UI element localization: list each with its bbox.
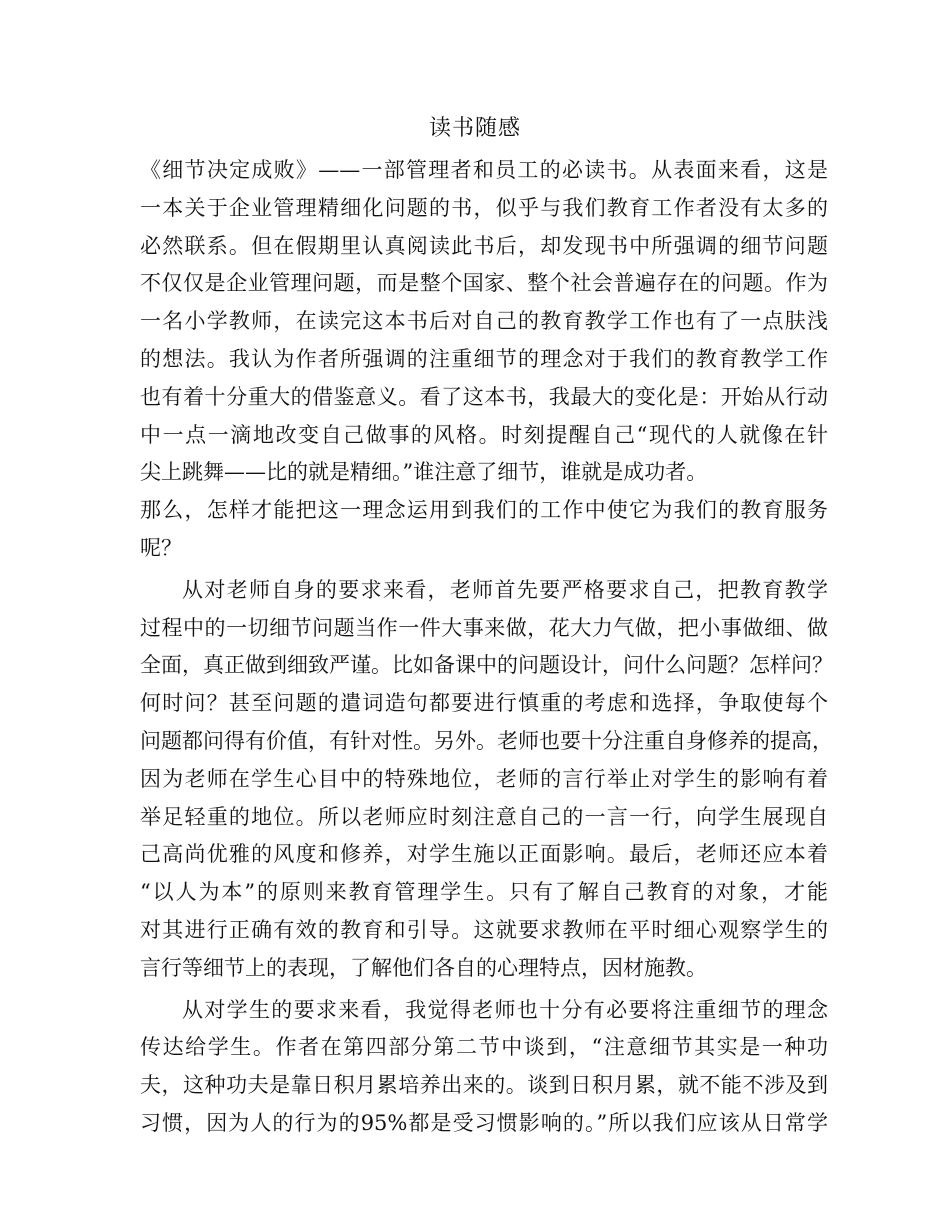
paragraph-line: 从对学生的要求来看，我觉得老师也十分有必要将注重细节的理念	[182, 997, 828, 1022]
paragraph-line: 夫，这种功夫是靠日积月累培养出来的。谈到日积月累，就不能不涉及到	[140, 1073, 828, 1098]
paragraph-line: 也有着十分重大的借鉴意义。看了这本书，我最大的变化是：开始从行动	[140, 384, 828, 409]
paragraph-line: 言行等细节上的表现，了解他们各自的心理特点，因材施教。	[140, 955, 707, 980]
paragraph-line: 《细节决定成败》——一部管理者和员工的必读书。从表面来看，这是	[140, 158, 828, 182]
paragraph-line: 因为老师在学生心目中的特殊地位，老师的言行举止对学生的影响有着	[140, 766, 828, 791]
paragraph-line: 举足轻重的地位。所以老师应时刻注意自己的一言一行，向学生展现自	[140, 804, 828, 829]
paragraph-line: 何时问？甚至问题的遣词造句都要进行慎重的考虑和选择，争取使每个	[140, 691, 828, 716]
paragraph-line: 问题都问得有价值，有针对性。另外。老师也要十分注重自身修养的提高，	[140, 728, 833, 753]
paragraph-4	[140, 992, 828, 1143]
paragraph-line: 从对老师自身的要求来看，老师首先要严格要求自己，把教育教学	[182, 577, 828, 602]
paragraph-line: 中一点一滴地改变自己做事的风格。时刻提醒自己“现代的人就像在针	[140, 422, 828, 447]
paragraph-line: 对其进行正确有效的教育和引导。这就要求教师在平时细心观察学生的	[140, 917, 828, 942]
paragraph-2	[140, 492, 828, 568]
paragraph-line: 一本关于企业管理精细化问题的书，似乎与我们教育工作者没有太多的	[140, 195, 828, 220]
paragraph-line: 全面，真正做到细致严谨。比如备课中的问题设计，问什么问题？怎样问？	[140, 653, 833, 678]
paragraph-line: 必然联系。但在假期里认真阅读此书后，却发现书中所强调的细节问题	[140, 233, 828, 258]
paragraph-line: 尖上跳舞——比的就是精细。”谁注意了细节，谁就是成功者。	[140, 460, 708, 485]
paragraph-line: 己高尚优雅的风度和修养，对学生施以正面影响。最后，老师还应本着	[140, 842, 828, 867]
document-body	[140, 152, 833, 1143]
paragraph-line: 那么，怎样才能把这一理念运用到我们的工作中使它为我们的教育服务	[140, 498, 828, 523]
paragraph-line: “以人为本”的原则来教育管理学生。只有了解自己教育的对象，才能	[140, 880, 828, 905]
paragraph-line: 过程中的一切细节问题当作一件大事来做，花大力气做，把小事做细、做	[140, 615, 828, 640]
paragraph-line: 呢？	[140, 535, 182, 560]
paragraph-3	[140, 572, 833, 988]
paragraph-line: 不仅仅是企业管理问题，而是整个国家、整个社会普遍存在的问题。作为	[140, 271, 828, 296]
paragraph-line: 传达给学生。作者在第四部分第二节中谈到，“注意细节其实是一种功	[140, 1035, 828, 1060]
paragraph-1	[140, 152, 828, 492]
paragraph-line: 习惯，因为人的行为的95%都是受习惯影响的。”所以我们应该从日常学	[140, 1110, 828, 1135]
paragraph-line: 的想法。我认为作者所强调的注重细节的理念对于我们的教育教学工作	[140, 346, 828, 371]
paragraph-line: 一名小学教师，在读完这本书后对自己的教育教学工作也有了一点肤浅	[140, 309, 828, 334]
document-title: 读书随感	[428, 116, 521, 141]
